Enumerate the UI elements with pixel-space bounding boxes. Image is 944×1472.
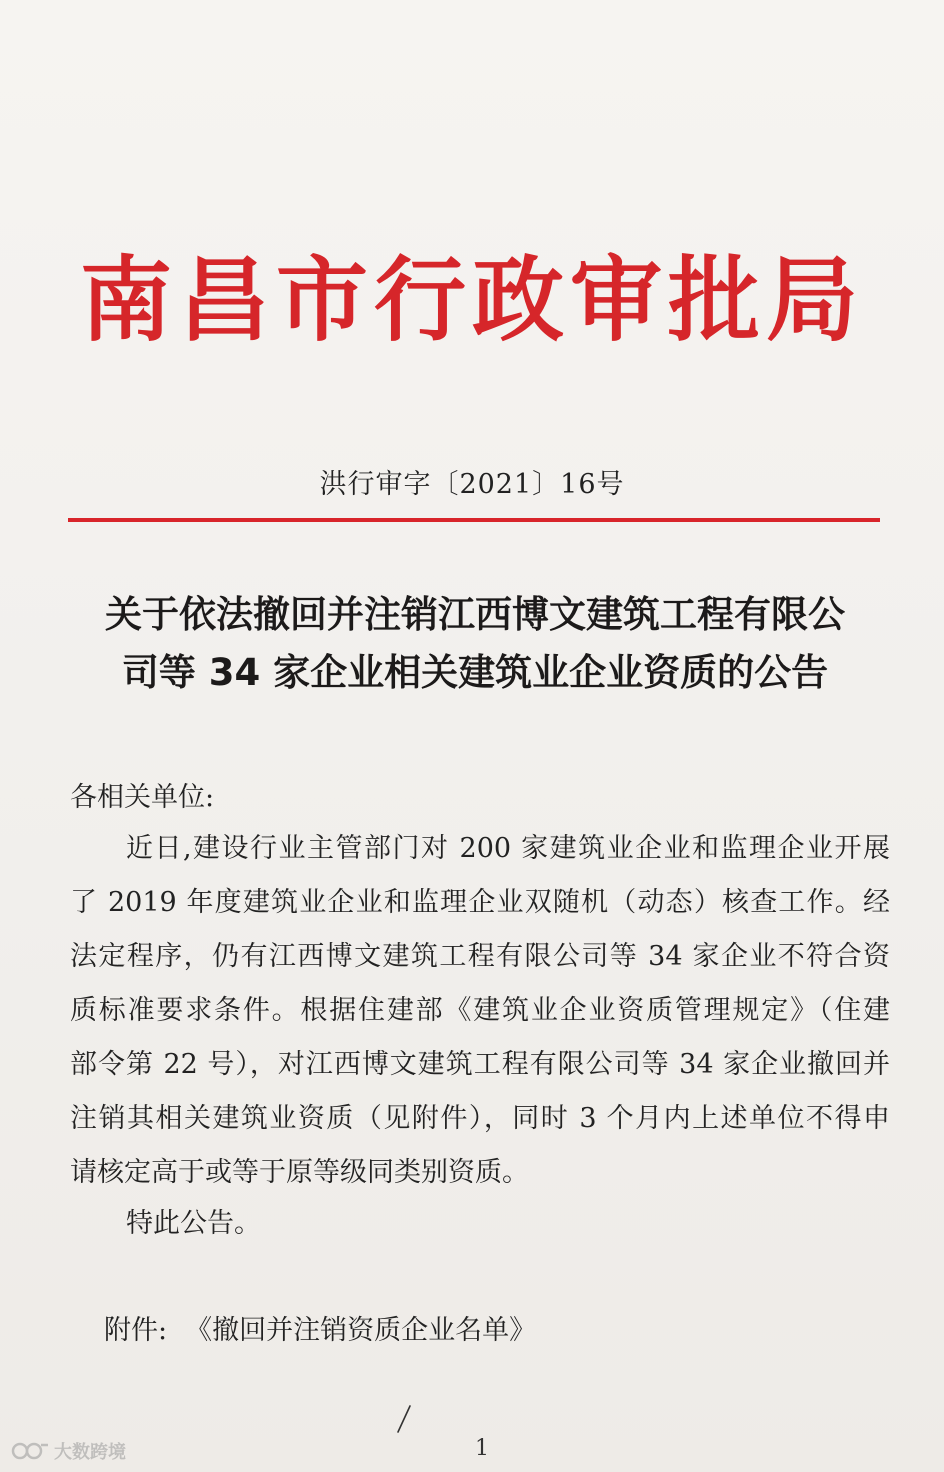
title-line: 司等 34 家企业相关建筑业企业资质的公告 xyxy=(121,651,829,694)
pen-stroke-mark xyxy=(394,1404,414,1434)
body-line: 了 2019 年度建筑业企业和监理企业双随机（动态）核查工作。经 xyxy=(70,887,890,918)
issuer-masthead: 南昌市行政审批局 xyxy=(79,247,864,354)
attachment-line xyxy=(104,1308,536,1347)
watermark xyxy=(10,1438,126,1464)
body-line: 部令第 22 号），对江西博文建筑工程有限公司等 34 家企业撤回并 xyxy=(70,1049,890,1080)
body-line: 近日,建设行业主管部门对 200 家建筑业企业和监理企业开展 xyxy=(126,833,890,864)
attachment-title: 《撤回并注销资质企业名单》 xyxy=(185,1315,537,1346)
closing-text: 特此公告。 xyxy=(126,1208,261,1239)
red-divider-rule xyxy=(68,518,880,522)
document-title xyxy=(70,586,880,702)
body-paragraph xyxy=(70,822,890,1200)
page-number: 1 xyxy=(475,1436,489,1461)
watermark-text: 大数跨境 xyxy=(54,1442,126,1463)
body-line: 请核定高于或等于原等级同类别资质。 xyxy=(70,1157,529,1188)
body-line: 注销其相关建筑业资质（见附件），同时 3 个月内上述单位不得申 xyxy=(70,1103,890,1134)
document-number: 洪行审字〔2021〕16号 xyxy=(319,469,625,500)
body-line: 法定程序，仍有江西博文建筑工程有限公司等 34 家企业不符合资 xyxy=(70,941,890,972)
body-line: 质标准要求条件。根据住建部《建筑业企业资质管理规定》（住建 xyxy=(70,995,890,1026)
watermark-logo-icon xyxy=(10,1439,50,1463)
attachment-label: 附件: xyxy=(104,1315,168,1346)
title-line: 关于依法撤回并注销江西博文建筑工程有限公 xyxy=(105,593,845,636)
salutation: 各相关单位: xyxy=(70,782,215,813)
